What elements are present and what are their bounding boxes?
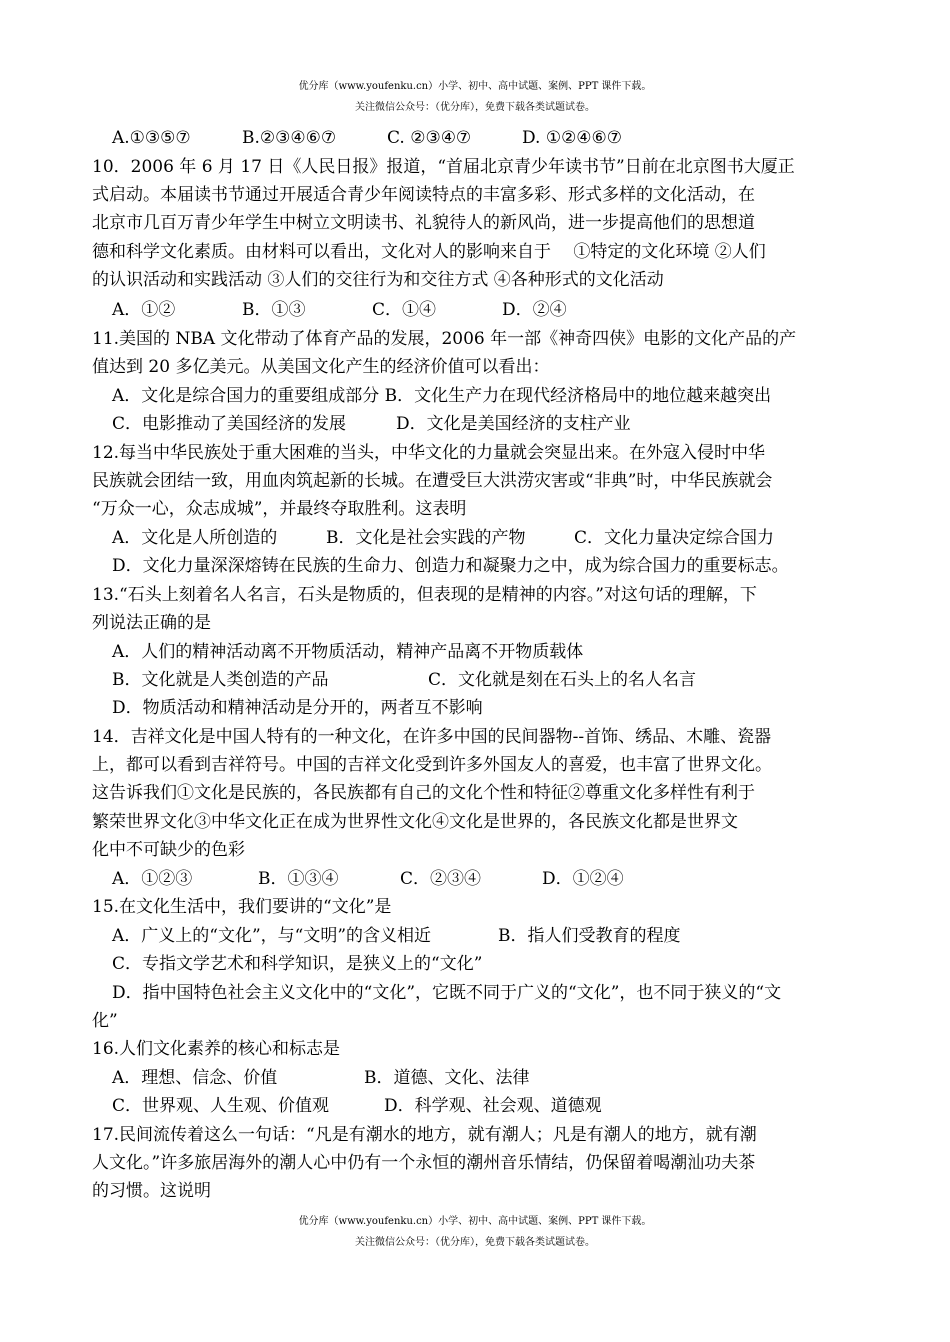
q13-option-b: B．文化就是人类创造的产品 — [112, 670, 329, 690]
q12-option-c: C．文化力量决定综合国力 — [574, 528, 775, 548]
header-line-2: 关注微信公众号：（优分库），免费下载各类试题试卷。 — [355, 102, 595, 113]
q15-options-ab — [112, 924, 681, 948]
q12-line-2: 民族就会团结一致，用血肉筑起新的长城。在遭受巨大洪涝灾害或“非典”时，中华民族就会 — [92, 471, 773, 491]
q16-option-d: D．科学观、社会观、道德观 — [384, 1096, 602, 1116]
q9-options — [112, 126, 622, 150]
q10-options — [112, 298, 567, 322]
q17-line-1: 17.民间流传着这么一句话：“凡是有潮水的地方，就有潮人；凡是有潮人的地方，就有潮 — [92, 1125, 757, 1145]
q10-line-1: 10．2006 年 6 月 17 日《人民日报》报道，“首届北京青少年读书节”日前在北京图书大厦正 — [92, 157, 795, 177]
q14-line-5: 化中不可缺少的色彩 — [92, 840, 245, 860]
q10-line-4: 德和科学文化素质。由材料可以看出，文化对人的影响来自于 ①特定的文化环境 ②人们 — [92, 242, 766, 262]
q15-option-d-line-1: D．指中国特色社会主义文化中的“文化”，它既不同于广义的“文化”，也不同于狭义的“文 — [112, 983, 782, 1003]
q14-options — [112, 867, 624, 891]
q13-option-d: D．物质活动和精神活动是分开的，两者互不影响 — [112, 698, 483, 718]
q15-option-d-line-2: 化” — [92, 1011, 118, 1031]
q10-line-5: 的认识活动和实践活动 ③人们的交往行为和交往方式 ④各种形式的文化活动 — [92, 270, 664, 290]
q15-option-c: C．专指文学艺术和科学知识，是狭义上的“文化” — [112, 954, 483, 974]
q14-line-1: 14．吉祥文化是中国人特有的一种文化，在许多中国的民间器物--首饰、绣品、木雕、瓷器 — [92, 727, 772, 747]
q16-options-cd — [112, 1094, 602, 1118]
q14-line-4: 繁荣世界文化③中华文化正在成为世界性文化④文化是世界的，各民族文化都是世界文 — [92, 812, 738, 832]
q12-option-d: D．文化力量深深熔铸在民族的生命力、创造力和凝聚力之中，成为综合国力的重要标志。 — [112, 556, 789, 576]
q14-option-c: C．②③④ — [400, 869, 482, 889]
q11-option-c: C．电影推动了美国经济的发展 — [112, 414, 347, 434]
q13-line-2: 列说法正确的是 — [92, 613, 211, 633]
q16-option-b: B．道德、文化、法律 — [364, 1068, 530, 1088]
q12-option-b: B．文化是社会实践的产物 — [326, 528, 526, 548]
q9-option-a: A.①③⑤⑦ — [112, 128, 191, 148]
q14-option-a: A．①②③ — [112, 869, 193, 889]
q12-line-1: 12.每当中华民族处于重大困难的当头，中华文化的力量就会突显出来。在外寇入侵时中华 — [92, 443, 766, 463]
q12-line-3: “万众一心，众志成城”，并最终夺取胜利。这表明 — [92, 499, 467, 519]
q14-option-d: D．①②④ — [542, 869, 624, 889]
q11-options-ab: A．文化是综合国力的重要组成部分 B．文化生产力在现代经济格局中的地位越来越突出 — [112, 386, 772, 406]
q13-line-1: 13.“石头上刻着名人名言，石头是物质的，但表现的是精神的内容。”对这句话的理解，下 — [92, 585, 757, 605]
q10-line-2: 式启动。本届读书节通过开展适合青少年阅读特点的丰富多彩、形式多样的文化活动，在 — [92, 185, 755, 205]
q14-option-b: B．①③④ — [258, 869, 339, 889]
q11-option-d: D．文化是美国经济的支柱产业 — [396, 414, 631, 434]
q9-option-c: C. ②③④⑦ — [387, 128, 472, 148]
q16-option-c: C．世界观、人生观、价值观 — [112, 1096, 330, 1116]
footer-line-1: 优分库（www.youfenku.cn）小学、初中、高中试题、案例、PPT 课件下载。 — [298, 1216, 652, 1227]
q13-option-a: A．人们的精神活动离不开物质活动，精神产品离不开物质载体 — [112, 642, 584, 662]
q11-line-2: 值达到 20 多亿美元。从美国文化产生的经济价值可以看出： — [92, 357, 550, 377]
q11-options-cd — [112, 412, 631, 436]
q15-line-1: 15.在文化生活中，我们要讲的“文化”是 — [92, 897, 392, 917]
q15-option-a: A．广义上的“文化”，与“文明”的含义相近 — [112, 926, 432, 946]
q13-options-bc — [112, 668, 696, 692]
q9-option-d: D. ①②④⑥⑦ — [522, 128, 623, 148]
header-line-1: 优分库（www.youfenku.cn）小学、初中、高中试题、案例、PPT 课件下载。 — [298, 81, 652, 92]
q12-option-a: A．文化是人所创造的 — [112, 528, 278, 548]
q17-line-2: 人文化。”许多旅居海外的潮人心中仍有一个永恒的潮州音乐情结，仍保留着喝潮汕功夫茶 — [92, 1153, 756, 1173]
q14-line-2: 上，都可以看到吉祥符号。中国的吉祥文化受到许多外国友人的喜爱，也丰富了世界文化。 — [92, 755, 772, 775]
q12-options-abc — [112, 526, 774, 550]
q15-option-b: B．指人们受教育的程度 — [498, 926, 681, 946]
q16-option-a: A．理想、信念、价值 — [112, 1068, 278, 1088]
q14-line-3: 这告诉我们①文化是民族的，各民族都有自己的文化个性和特征②尊重文化多样性有利于 — [92, 783, 755, 803]
q16-line-1: 16.人们文化素养的核心和标志是 — [92, 1039, 341, 1059]
q17-line-3: 的习惯。这说明 — [92, 1181, 211, 1201]
q10-option-c: C．①④ — [372, 300, 437, 320]
q9-option-b: B.②③④⑥⑦ — [242, 128, 337, 148]
q10-option-a: A．①② — [112, 300, 176, 320]
q11-line-1: 11.美国的 NBA 文化带动了体育产品的发展，2006 年一部《神奇四侠》电影的文化产品的产 — [92, 329, 797, 349]
footer-line-2: 关注微信公众号：（优分库），免费下载各类试题试卷。 — [355, 1237, 595, 1248]
q10-option-d: D．②④ — [502, 300, 567, 320]
q10-option-b: B．①③ — [242, 300, 306, 320]
q13-option-c: C．文化就是刻在石头上的名人名言 — [428, 670, 697, 690]
q10-line-3: 北京市几百万青少年学生中树立文明读书、礼貌待人的新风尚，进一步提高他们的思想道 — [92, 213, 755, 233]
q16-options-ab — [112, 1066, 530, 1090]
